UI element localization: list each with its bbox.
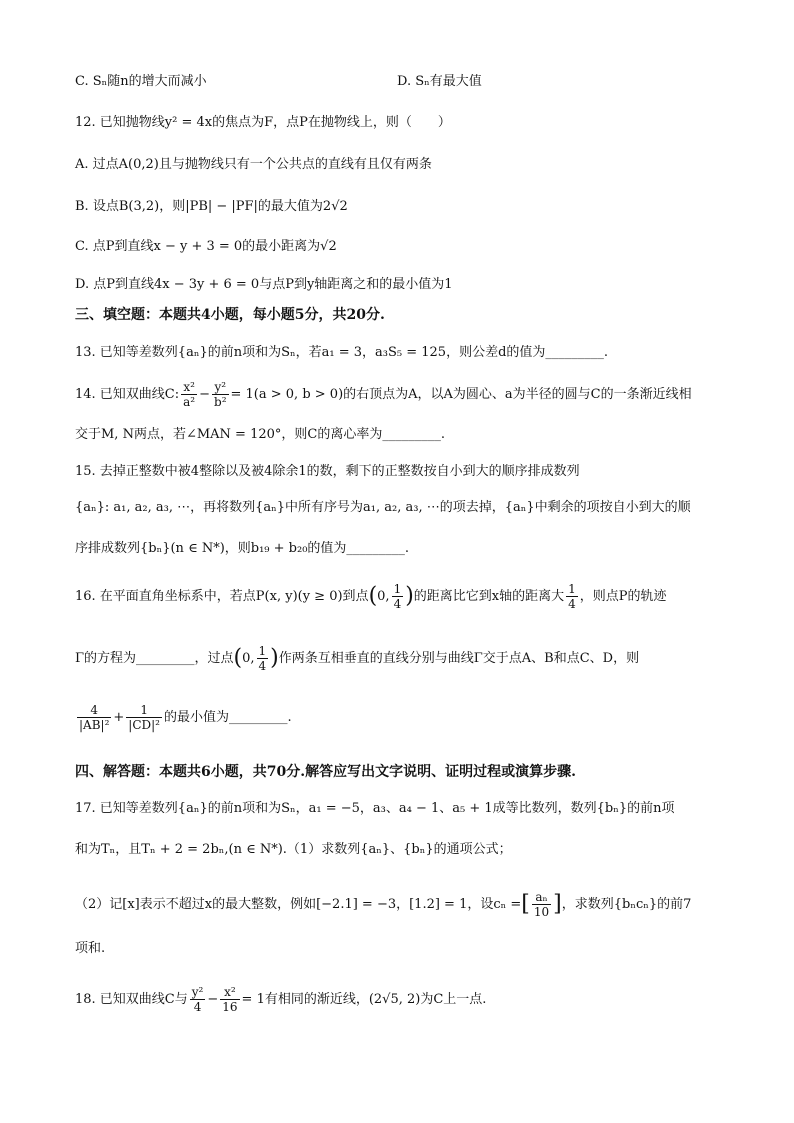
section-3-heading: 三、填空题：本题共4小题，每小题5分，共20分. xyxy=(75,307,385,323)
q17-frac-num: aₙ xyxy=(532,890,551,905)
q17-text-b: ，求数列{bₙcₙ}的前7 xyxy=(561,897,692,912)
q16-dist-num: 1 xyxy=(568,582,576,596)
q15-line3: 序排成数列{bₙ}(n ∈ N*)，则b₁₉ + b₂₀的值为_________. xyxy=(75,541,410,556)
q17-fraction xyxy=(532,890,551,919)
q14-text-b: = 1(a > 0, b > 0)的右顶点为A，以A为圆心、a为半径的圆与C的一条渐近线相 xyxy=(230,387,692,402)
q16-point2-den: 4 xyxy=(258,659,267,673)
q18-frac2-den: 16 xyxy=(222,1000,238,1014)
q17-bracket-open: [ xyxy=(521,891,530,917)
q16-line2 xyxy=(75,644,639,673)
q11-option-d: D. Sₙ有最大值 xyxy=(397,74,482,89)
q18-text-a: 18. 已知双曲线C与 xyxy=(75,992,188,1007)
q12-stem: 12. 已知抛物线y² = 4x的焦点为F，点P在抛物线上，则（ ） xyxy=(75,115,451,130)
q14-frac2-den: b² xyxy=(214,395,227,409)
q16-line1 xyxy=(75,582,667,611)
q16-line3 xyxy=(75,703,292,732)
q16-plus: + xyxy=(113,710,125,725)
q16-text-f: 的最小值为_________. xyxy=(164,710,292,725)
q17-line2: 和为Tₙ，且Tₙ + 2 = 2bₙ,(n ∈ N*).（1）求数列{aₙ}、{bₙ}的通项公式； xyxy=(75,842,512,857)
q18-minus: − xyxy=(207,992,219,1007)
q16-point-den: 4 xyxy=(393,597,402,611)
q15-line2: {aₙ}: a₁, a₂, a₃, ⋯，再将数列{aₙ}中所有序号为a₁, a₂, a₃, ⋯的项去掉，{aₙ}中剩余的项按自小到大的顺 xyxy=(75,500,691,515)
q12-option-b: B. 设点B(3,2)，则|PB| − |PF|的最大值为2√2 xyxy=(75,199,348,214)
q13: 13. 已知等差数列{aₙ}的前n项和为Sₙ，若a₁ = 3，a₃S₅ = 125，则公差d的值为_________. xyxy=(75,345,609,360)
q18-line1 xyxy=(75,985,486,1014)
q16-frac-cd-num: 1 xyxy=(126,703,162,718)
q18-frac2-num: x² xyxy=(220,985,239,1000)
q18-fraction-x xyxy=(220,985,239,1014)
q14-frac1-den: a² xyxy=(183,395,196,409)
q14-fraction-x xyxy=(181,380,197,409)
q16-frac-ab xyxy=(77,703,111,732)
q16-text-c: ，则点P的轨迹 xyxy=(579,589,667,604)
q16-frac-ab-num: 4 xyxy=(77,703,111,718)
q14-frac1-num: x² xyxy=(181,380,197,395)
q16-point2-num: 1 xyxy=(258,644,267,658)
q18-text-b: = 1有相同的渐近线，(2√5, 2)为C上一点. xyxy=(241,992,487,1007)
q16-paren-close: ) xyxy=(405,583,414,609)
q14-fraction-y xyxy=(212,380,229,409)
q17-bracket-close: ] xyxy=(553,891,562,917)
q18-fraction-y xyxy=(190,985,206,1014)
q17-line3 xyxy=(75,890,691,919)
q16-point-prefix: 0, xyxy=(377,589,390,604)
q16-dist-den: 4 xyxy=(568,597,576,611)
q16-frac-cd-den: |CD|² xyxy=(128,718,160,732)
q14-text-a: 14. 已知双曲线C: xyxy=(75,387,180,402)
q14-line2: 交于M, N两点，若∠MAN = 120°，则C的离心率为_________. xyxy=(75,427,445,442)
q18-frac1-num: y² xyxy=(191,985,204,999)
q12-option-d: D. 点P到直线4x − 3y + 6 = 0与点P到y轴距离之和的最小值为1 xyxy=(75,277,453,292)
q16-point-fraction xyxy=(392,582,404,611)
q16-dist-fraction xyxy=(566,582,578,611)
q14-frac2-num: y² xyxy=(212,380,229,395)
section-4-heading: 四、解答题：本题共6小题，共70分.解答应写出文字说明、证明过程或演算步骤. xyxy=(75,764,576,780)
q17-line1: 17. 已知等差数列{aₙ}的前n项和为Sₙ，a₁ = −5，a₃、a₄ − 1、a₅ + 1成等比数列，数列{bₙ}的前n项 xyxy=(75,801,675,816)
q16-point2-fraction xyxy=(257,644,269,673)
q17-text-a: （2）记[x]表示不超过x的最大整数，例如[−2.1] = −3，[1.2] = 1，设cₙ = xyxy=(75,897,522,912)
q16-paren-open: ( xyxy=(368,583,378,609)
q16-point2-prefix: 0, xyxy=(242,651,255,666)
q17-frac-den: 10 xyxy=(533,905,550,919)
q12-option-c: C. 点P到直线x − y + 3 = 0的最小距离为√2 xyxy=(75,239,337,254)
q16-paren2-open: ( xyxy=(233,645,243,671)
q12-option-a: A. 过点A(0,2)且与抛物线只有一个公共点的直线有且仅有两条 xyxy=(75,157,432,172)
q14-minus: − xyxy=(199,387,211,402)
q16-text-b: 的距离比它到x轴的距离大 xyxy=(413,589,565,604)
q18-frac1-den: 4 xyxy=(193,1000,202,1014)
q15-line1: 15. 去掉正整数中被4整除以及被4除余1的数，剩下的正整数按自小到大的顺序排成数列 xyxy=(75,464,580,479)
q16-frac-ab-den: |AB|² xyxy=(79,718,110,732)
q16-text-a: 16. 在平面直角坐标系中，若点P(x, y)(y ≥ 0)到点 xyxy=(75,589,369,604)
q16-text-d: Γ的方程为_________，过点 xyxy=(75,651,234,666)
q16-point-num: 1 xyxy=(393,582,402,596)
q16-paren2-close: ) xyxy=(270,645,279,671)
q16-text-e: 作两条互相垂直的直线分别与曲线Γ交于点A、B和点C、D，则 xyxy=(278,651,640,666)
q16-frac-cd xyxy=(126,703,162,732)
q14-line1 xyxy=(75,380,692,409)
q17-line4: 项和. xyxy=(75,941,106,956)
q11-option-c: C. Sₙ随n的增大而减小 xyxy=(75,74,207,89)
